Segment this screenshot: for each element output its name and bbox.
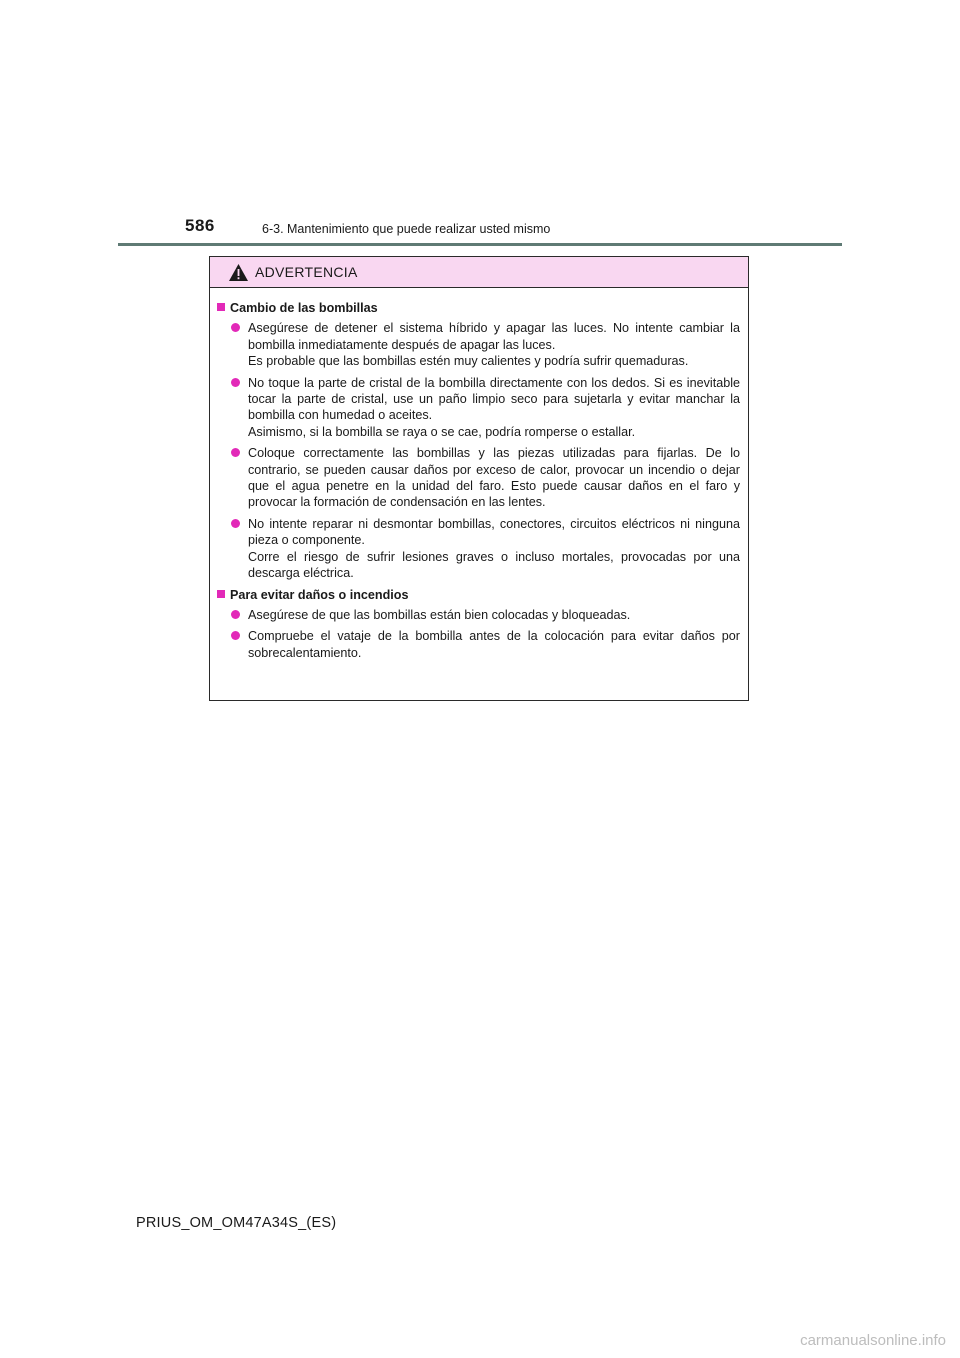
paragraph: Corre el riesgo de sufrir lesiones graves o incluso mortales, provocadas por una descarga eléctrica.: [248, 549, 740, 581]
square-bullet-icon: [217, 590, 225, 598]
document-code: PRIUS_OM_OM47A34S_(ES): [136, 1215, 337, 1231]
paragraph: Compruebe el vataje de la bombilla antes de la colocación para evitar daños por sobrecalentamiento.: [248, 629, 740, 660]
list-item-text: [248, 320, 740, 369]
warning-title: ADVERTENCIA: [255, 264, 358, 280]
round-bullet-icon: [231, 610, 240, 619]
round-bullet-icon: [231, 323, 240, 332]
section-heading-text: Para evitar daños o incendios: [230, 587, 409, 602]
round-bullet-icon: [231, 519, 240, 528]
paragraph: No intente reparar ni desmontar bombillas, conectores, circuitos eléctricos ni ninguna pieza o componente.: [248, 516, 740, 548]
list-item-text: [248, 375, 740, 441]
list-item: [231, 320, 740, 369]
paragraph: Coloque correctamente las bombillas y las piezas utilizadas para fijarlas. De lo contrario, se pueden causar daños por exceso de calor, provocar un incendio o dejar que el agua penetre en la unidad del faro. Esto puede causar daños en el faro y provocar la formación de condensación en las lentes.: [248, 446, 740, 510]
page-number: 586: [185, 216, 215, 235]
list-item-text: [248, 516, 740, 582]
paragraph: No toque la parte de cristal de la bombilla directamente con los dedos. Si es inevitable tocar la parte de cristal, use un paño limpio seco para sujetarla y evitar manchar la bombilla con humedad o aceites.: [248, 375, 740, 423]
section-heading-text: Cambio de las bombillas: [230, 301, 378, 315]
list-item: [231, 628, 740, 661]
paragraph: Asegúrese de que las bombillas están bien colocadas y bloqueadas.: [248, 607, 631, 622]
list-item-text: [248, 628, 740, 661]
list-item-text: [248, 607, 740, 623]
round-bullet-icon: [231, 631, 240, 640]
section-heading: [217, 587, 740, 603]
list-item: [231, 445, 740, 511]
list-item: [231, 375, 740, 441]
warning-box: [209, 256, 749, 701]
round-bullet-icon: [231, 378, 240, 387]
list-item-text: [248, 445, 740, 511]
warning-body: [210, 288, 748, 661]
list-item: [231, 516, 740, 582]
paragraph: Asimismo, si la bombilla se raya o se cae, podría romperse o estallar.: [248, 424, 636, 439]
square-bullet-icon: [217, 303, 225, 311]
section-title: 6-3. Mantenimiento que puede realizar usted mismo: [262, 222, 551, 236]
watermark: carmanualsonline.info: [800, 1332, 946, 1349]
warning-header: [210, 257, 748, 288]
warning-triangle-icon: [228, 263, 249, 282]
section-heading: [217, 300, 740, 316]
header-rule: [118, 243, 842, 246]
round-bullet-icon: [231, 448, 240, 457]
list-item: [231, 607, 740, 623]
paragraph: Asegúrese de detener el sistema híbrido y apagar las luces. No intente cambiar la bombilla inmediatamente después de apagar las luces.: [248, 321, 740, 352]
paragraph: Es probable que las bombillas estén muy calientes y podría sufrir quemaduras.: [248, 354, 689, 369]
